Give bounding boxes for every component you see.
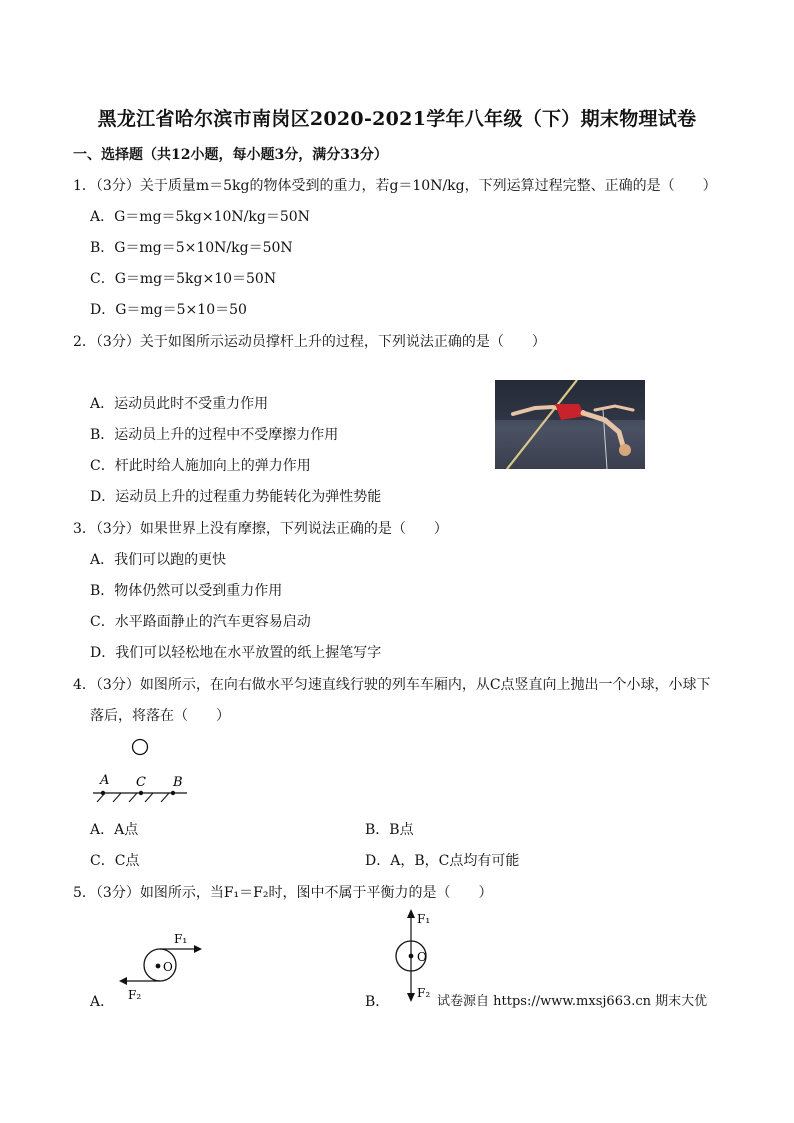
question-5-option-a: A． bbox=[90, 994, 115, 1010]
question-5-option-b: B． bbox=[365, 994, 390, 1010]
question-3-option-c: C．水平路面静止的汽车更容易启动 bbox=[90, 614, 311, 630]
ball-circle bbox=[133, 740, 148, 755]
question-1-option-b: B．G＝mg＝5×10N/kg＝50N bbox=[90, 240, 293, 256]
force-diagram-a bbox=[110, 925, 220, 1010]
svg-text:O: O bbox=[163, 960, 173, 974]
source-watermark: 试卷源自 https://www.mxsj663.cn 期末大优 bbox=[437, 994, 708, 1009]
page-title: 黑龙江省哈尔滨市南岗区2020-2021学年八年级（下）期末物理试卷 bbox=[97, 108, 697, 130]
question-2-option-a: A．运动员此时不受重力作用 bbox=[90, 396, 269, 412]
point-b-dot bbox=[171, 791, 175, 795]
pole-vault-illustration bbox=[495, 380, 645, 469]
point-c-dot bbox=[139, 791, 143, 795]
question-3-option-b: B．物体仍然可以受到重力作用 bbox=[90, 583, 283, 599]
point-c-label: C bbox=[136, 775, 146, 790]
question-5-stem: 5．（3分）如图所示，当F₁＝F₂时，图中不属于平衡力的是（ ） bbox=[73, 885, 493, 901]
question-4-option-b: B．B点 bbox=[365, 822, 414, 838]
force-diagram-b bbox=[385, 905, 445, 1005]
question-1-option-d: D．G＝mg＝5×10＝50 bbox=[90, 302, 247, 318]
train-floor-diagram bbox=[85, 735, 205, 805]
question-2-option-c: C．杆此时给人施加向上的弹力作用 bbox=[90, 458, 311, 474]
question-2-stem: 2．（3分）关于如图所示运动员撑杆上升的过程，下列说法正确的是（ ） bbox=[73, 334, 546, 350]
svg-text:F₂: F₂ bbox=[417, 986, 431, 1000]
question-3-stem: 3．（3分）如果世界上没有摩擦，下列说法正确的是（ ） bbox=[73, 521, 448, 537]
svg-text:F₁: F₁ bbox=[174, 932, 188, 946]
question-1-option-a: A．G＝mg＝5kg×10N/kg＝50N bbox=[90, 209, 310, 225]
question-1-stem: 1．（3分）关于质量m＝5kg的物体受到的重力，若g＝10N/kg，下列运算过程完整、正确的是（ ） bbox=[73, 178, 717, 194]
question-2-option-b: B．运动员上升的过程中不受摩擦力作用 bbox=[90, 427, 339, 443]
svg-text:F₁: F₁ bbox=[417, 912, 431, 926]
question-4-stem-cont: 落后，将落在（ ） bbox=[90, 708, 230, 724]
point-b-label: B bbox=[173, 775, 183, 790]
question-4-option-c: C．C点 bbox=[90, 853, 140, 869]
point-a-dot bbox=[101, 791, 105, 795]
point-a-label: A bbox=[100, 773, 110, 788]
section-heading: 一、选择题（共12小题，每小题3分，满分33分） bbox=[73, 147, 388, 163]
question-2-option-d: D．运动员上升的过程重力势能转化为弹性势能 bbox=[90, 489, 382, 505]
question-3-option-a: A．我们可以跑的更快 bbox=[90, 552, 227, 568]
question-4-stem: 4．（3分）如图所示，在向右做水平匀速直线行驶的列车车厢内，从C点竖直向上抛出一个小球，小球下 bbox=[73, 677, 711, 693]
question-4-option-a: A．A点 bbox=[90, 822, 139, 838]
question-1-option-c: C．G＝mg＝5kg×10＝50N bbox=[90, 271, 277, 287]
pole-vault-photo bbox=[495, 380, 645, 469]
question-3-option-d: D．我们可以轻松地在水平放置的纸上握笔写字 bbox=[90, 645, 382, 661]
question-4-option-d: D．A，B，C点均有可能 bbox=[365, 853, 520, 869]
svg-text:O: O bbox=[417, 950, 427, 964]
svg-text:F₂: F₂ bbox=[128, 988, 142, 1002]
